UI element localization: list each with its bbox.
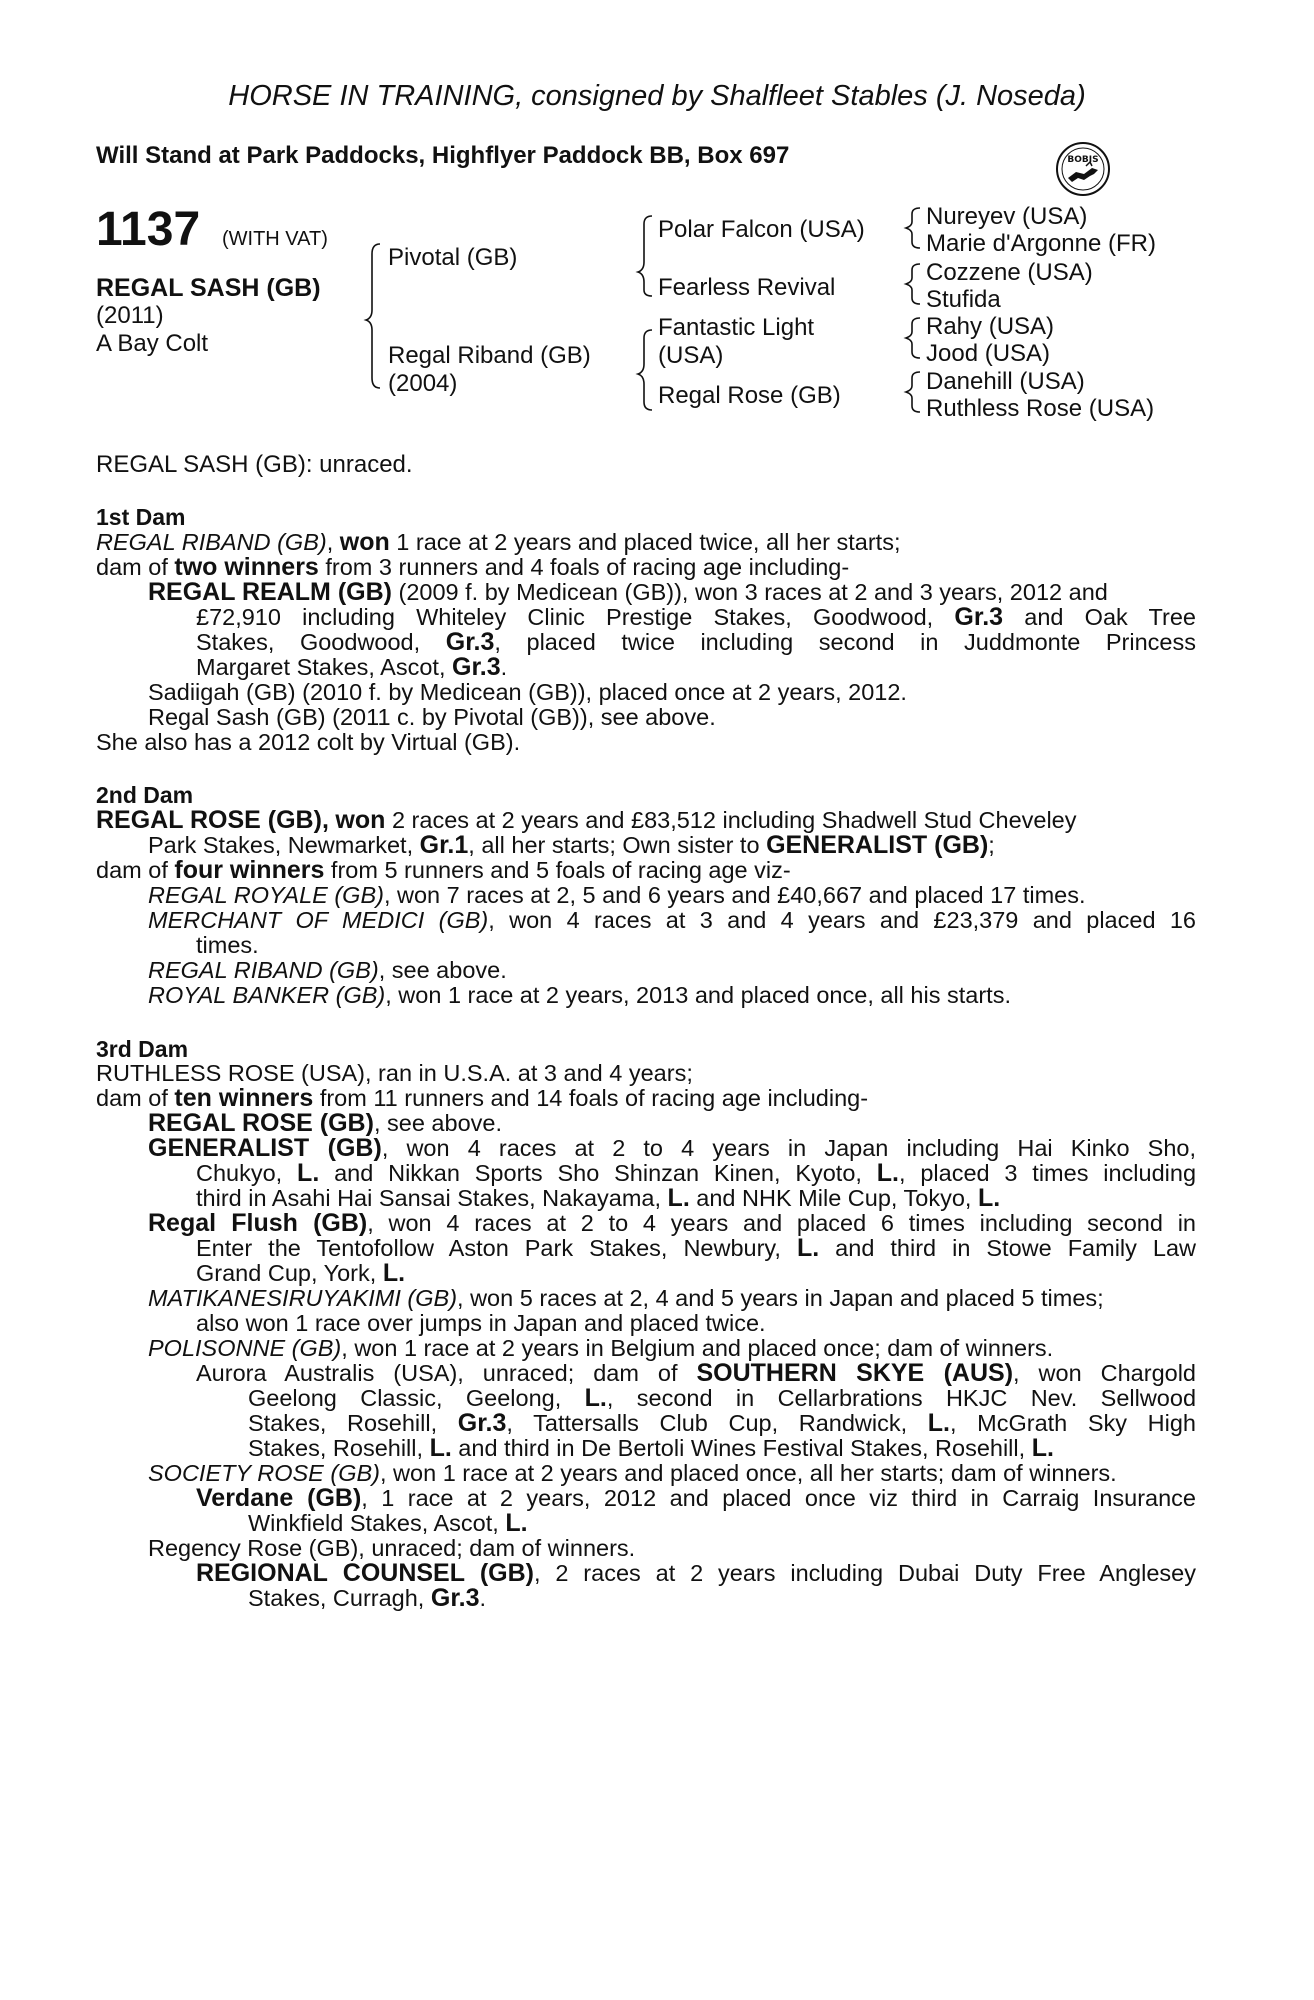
dam3-descendant-cont: Stakes, Rosehill, Gr.3, Tattersalls Club Cup, Randwick, L., McGrath Sky High xyxy=(248,1409,1196,1437)
logo-text: BOBIS xyxy=(1067,155,1099,165)
dam3-descendant: Verdane (GB), 1 race at 2 years, 2012 and placed once viz third in Carraig Insurance xyxy=(196,1484,1196,1512)
dam2-runner: REGAL ROYALE (GB), won 7 races at 2, 5 and 6 years and £40,667 and placed 17 times. xyxy=(148,882,1086,908)
dam2-line: Park Stakes, Newmarket, Gr.1, all her starts; Own sister to GENERALIST (GB); xyxy=(148,831,995,859)
sire-dam: Fearless Revival xyxy=(658,274,836,301)
g3-ancestor: Jood (USA) xyxy=(926,340,1051,367)
dam3-runner: REGAL ROSE (GB), see above. xyxy=(148,1109,502,1137)
lot-number: 1137 xyxy=(96,203,201,256)
dam1-line: REGAL RIBAND (GB), won 1 race at 2 years and placed twice, all her starts; xyxy=(96,528,901,556)
dam3-descendant-cont: Geelong Classic, Geelong, L., second in Cellarbrations HKJC Nev. Sellwood xyxy=(248,1384,1197,1412)
dam1-runner: REGAL REALM (GB) (2009 f. by Medicean (GB)), won 3 races at 2 and 3 years, 2012 and xyxy=(148,578,1108,606)
g3-ancestor: Rahy (USA) xyxy=(926,313,1055,340)
dam2-runner: MERCHANT OF MEDICI (GB), won 4 races at 3 and 4 years and £23,379 and placed 16 xyxy=(148,907,1196,933)
dam3-runner-cont: Grand Cup, York, L. xyxy=(196,1259,406,1287)
dam2-line: dam of four winners from 5 runners and 5 foals of racing age viz- xyxy=(96,856,791,884)
sire: Pivotal (GB) xyxy=(388,244,518,271)
g3-ancestor: Stufida xyxy=(926,286,1001,313)
dam1-runner-cont: Stakes, Goodwood, Gr.3, placed twice including second in Juddmonte Princess xyxy=(196,628,1196,656)
dam3-runner-cont: Chukyo, L. and Nikkan Sports Sho Shinzan Kinen, Kyoto, L., placed 3 times including xyxy=(196,1159,1197,1187)
dam1-line: dam of two winners from 3 runners and 4 foals of racing age including- xyxy=(96,553,850,581)
dam3-runner-cont: third in Asahi Hai Sansai Stakes, Nakayama, L. and NHK Mile Cup, Tokyo, L. xyxy=(196,1184,1001,1212)
first-dam-heading: 1st Dam xyxy=(96,504,186,530)
dam3-runner-cont: also won 1 race over jumps in Japan and placed twice. xyxy=(196,1310,766,1336)
dam3-descendant-cont: Stakes, Rosehill, L. and third in De Bertoli Wines Festival Stakes, Rosehill, L. xyxy=(248,1434,1054,1462)
horse-description: A Bay Colt xyxy=(96,330,209,357)
dam3-descendant: Aurora Australis (USA), unraced; dam of SOUTHERN SKYE (AUS), won Chargold xyxy=(196,1359,1196,1387)
dam-sire-line2: (USA) xyxy=(658,342,724,369)
dam3-runner-cont: Enter the Tentofollow Aston Park Stakes, Newbury, L. and third in Stowe Family Law xyxy=(196,1234,1196,1262)
dam3-line: RUTHLESS ROSE (USA), ran in U.S.A. at 3 and 4 years; xyxy=(96,1060,693,1086)
dam1-note: She also has a 2012 colt by Virtual (GB). xyxy=(96,729,521,755)
dam-year: (2004) xyxy=(388,370,458,397)
dam3-runner: MATIKANESIRUYAKIMI (GB), won 5 races at 2, 4 and 5 years in Japan and placed 5 times; xyxy=(148,1285,1104,1311)
dam-sire-line1: Fantastic Light xyxy=(658,314,815,341)
bobis-logo xyxy=(1054,140,1112,198)
dam1-runner: Regal Sash (GB) (2011 c. by Pivotal (GB)), see above. xyxy=(148,704,716,730)
dam-dam: Regal Rose (GB) xyxy=(658,382,841,409)
g3-ancestor: Cozzene (USA) xyxy=(926,259,1093,286)
dam3-descendant: REGIONAL COUNSEL (GB), 2 races at 2 years including Dubai Duty Free Anglesey xyxy=(196,1559,1196,1587)
g3-ancestor: Ruthless Rose (USA) xyxy=(926,395,1155,422)
dam3-runner: Regal Flush (GB), won 4 races at 2 to 4 years and placed 6 times including second in xyxy=(148,1209,1196,1237)
horse-year: (2011) xyxy=(96,302,164,329)
dam2-runner-cont: times. xyxy=(196,932,259,958)
horse-name: REGAL SASH (GB) xyxy=(96,274,321,302)
second-dam-heading: 2nd Dam xyxy=(96,782,194,808)
dam1-runner-cont: Margaret Stakes, Ascot, Gr.3. xyxy=(196,653,508,681)
dam3-runner: Regency Rose (GB), unraced; dam of winners. xyxy=(148,1535,636,1561)
dam3-descendant-cont: Stakes, Curragh, Gr.3. xyxy=(248,1584,487,1612)
dam3-runner: GENERALIST (GB), won 4 races at 2 to 4 years in Japan including Hai Kinko Sho, xyxy=(148,1134,1196,1162)
dam2-line: REGAL ROSE (GB), won 2 races at 2 years and £83,512 including Shadwell Stud Cheveley xyxy=(96,806,1077,834)
g3-ancestor: Danehill (USA) xyxy=(926,368,1085,395)
dam3-descendant-cont: Winkfield Stakes, Ascot, L. xyxy=(248,1509,528,1537)
dam2-runner: ROYAL BANKER (GB), won 1 race at 2 years, 2013 and placed once, all his starts. xyxy=(148,982,1011,1008)
stand-location: Will Stand at Park Paddocks, Highflyer Paddock BB, Box 697 xyxy=(96,142,790,169)
dam1-runner: Sadiigah (GB) (2010 f. by Medicean (GB)), placed once at 2 years, 2012. xyxy=(148,679,907,705)
vat-label: (WITH VAT) xyxy=(222,228,328,250)
dam3-runner: SOCIETY ROSE (GB), won 1 race at 2 years and placed once, all her starts; dam of winners. xyxy=(148,1460,1117,1486)
dam2-runner: REGAL RIBAND (GB), see above. xyxy=(148,957,507,983)
third-dam-heading: 3rd Dam xyxy=(96,1036,189,1062)
g3-ancestor: Marie d'Argonne (FR) xyxy=(926,230,1156,257)
race-record: REGAL SASH (GB): unraced. xyxy=(96,451,413,478)
sire-sire: Polar Falcon (USA) xyxy=(658,216,865,243)
g3-ancestor: Nureyev (USA) xyxy=(926,203,1088,230)
dam3-runner: POLISONNE (GB), won 1 race at 2 years in Belgium and placed once; dam of winners. xyxy=(148,1335,1054,1361)
dam1-runner-cont: £72,910 including Whiteley Clinic Prestige Stakes, Goodwood, Gr.3 and Oak Tree xyxy=(196,603,1196,631)
dam3-line: dam of ten winners from 11 runners and 14 foals of racing age including- xyxy=(96,1084,869,1112)
page-title: HORSE IN TRAINING, consigned by Shalfleet Stables (J. Noseda) xyxy=(228,80,1086,112)
dam-name: Regal Riband (GB) xyxy=(388,342,591,369)
